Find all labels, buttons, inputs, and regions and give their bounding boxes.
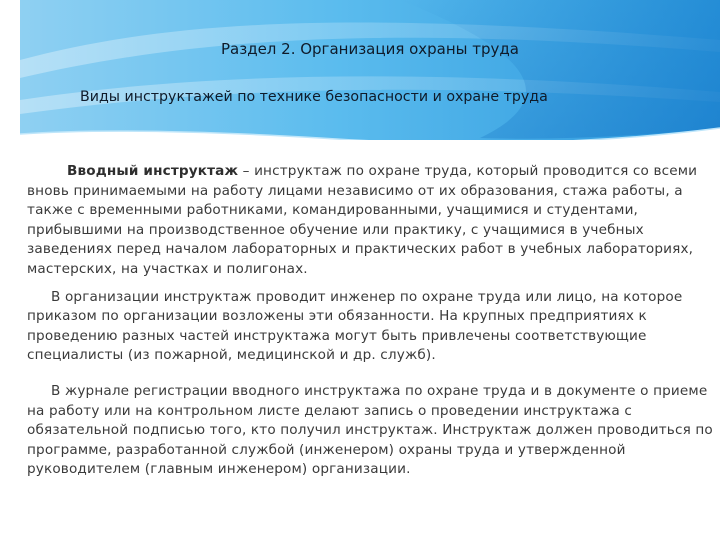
header-banner <box>20 0 720 140</box>
body-content <box>27 162 717 480</box>
section-title: Раздел 2. Организация охраны труда <box>220 40 519 58</box>
term-vvodny-instruktazh: Вводный инструктаж <box>67 163 239 179</box>
banner-background <box>20 0 720 140</box>
paragraph-journal: В журнале регистрации вводного инструктажа по охране труда и в документе о приеме на работу или на контрольном листе делают запись о проведении инструктажа с обязательной подписью того, кто получил инструктаж. Инструктаж должен проводиться по программе, разработанной службой (инженером) охраны труда и утвержденной руководителем (главным инженером) организации. <box>27 382 713 478</box>
paragraph-intro-text: – инструктаж по охране труда, который проводится со всеми вновь принимаемыми на работу лицами независимо от их образования, стажа работы, а также с временными работниками, командированными, учащимися и студентами, прибывшими на производственное обучение или практику, с учащимися в учебных заведениях перед началом лабораторных и практических работ в учебных лабораториях, мастерских, на участках и полигонах. <box>27 163 698 277</box>
paragraph-organization: В организации инструктаж проводит инженер по охране труда или лицо, на которое приказом по организации возложены эти обязанности. На крупных предприятиях к проведению разных частей инструктажа могут быть привлечены соответствующие специалисты (из пожарной, медицинской и др. служб). <box>27 288 683 364</box>
paragraph-intro <box>27 162 717 280</box>
slide-subtitle: Виды инструктажей по технике безопасности и охране труда <box>80 89 548 105</box>
